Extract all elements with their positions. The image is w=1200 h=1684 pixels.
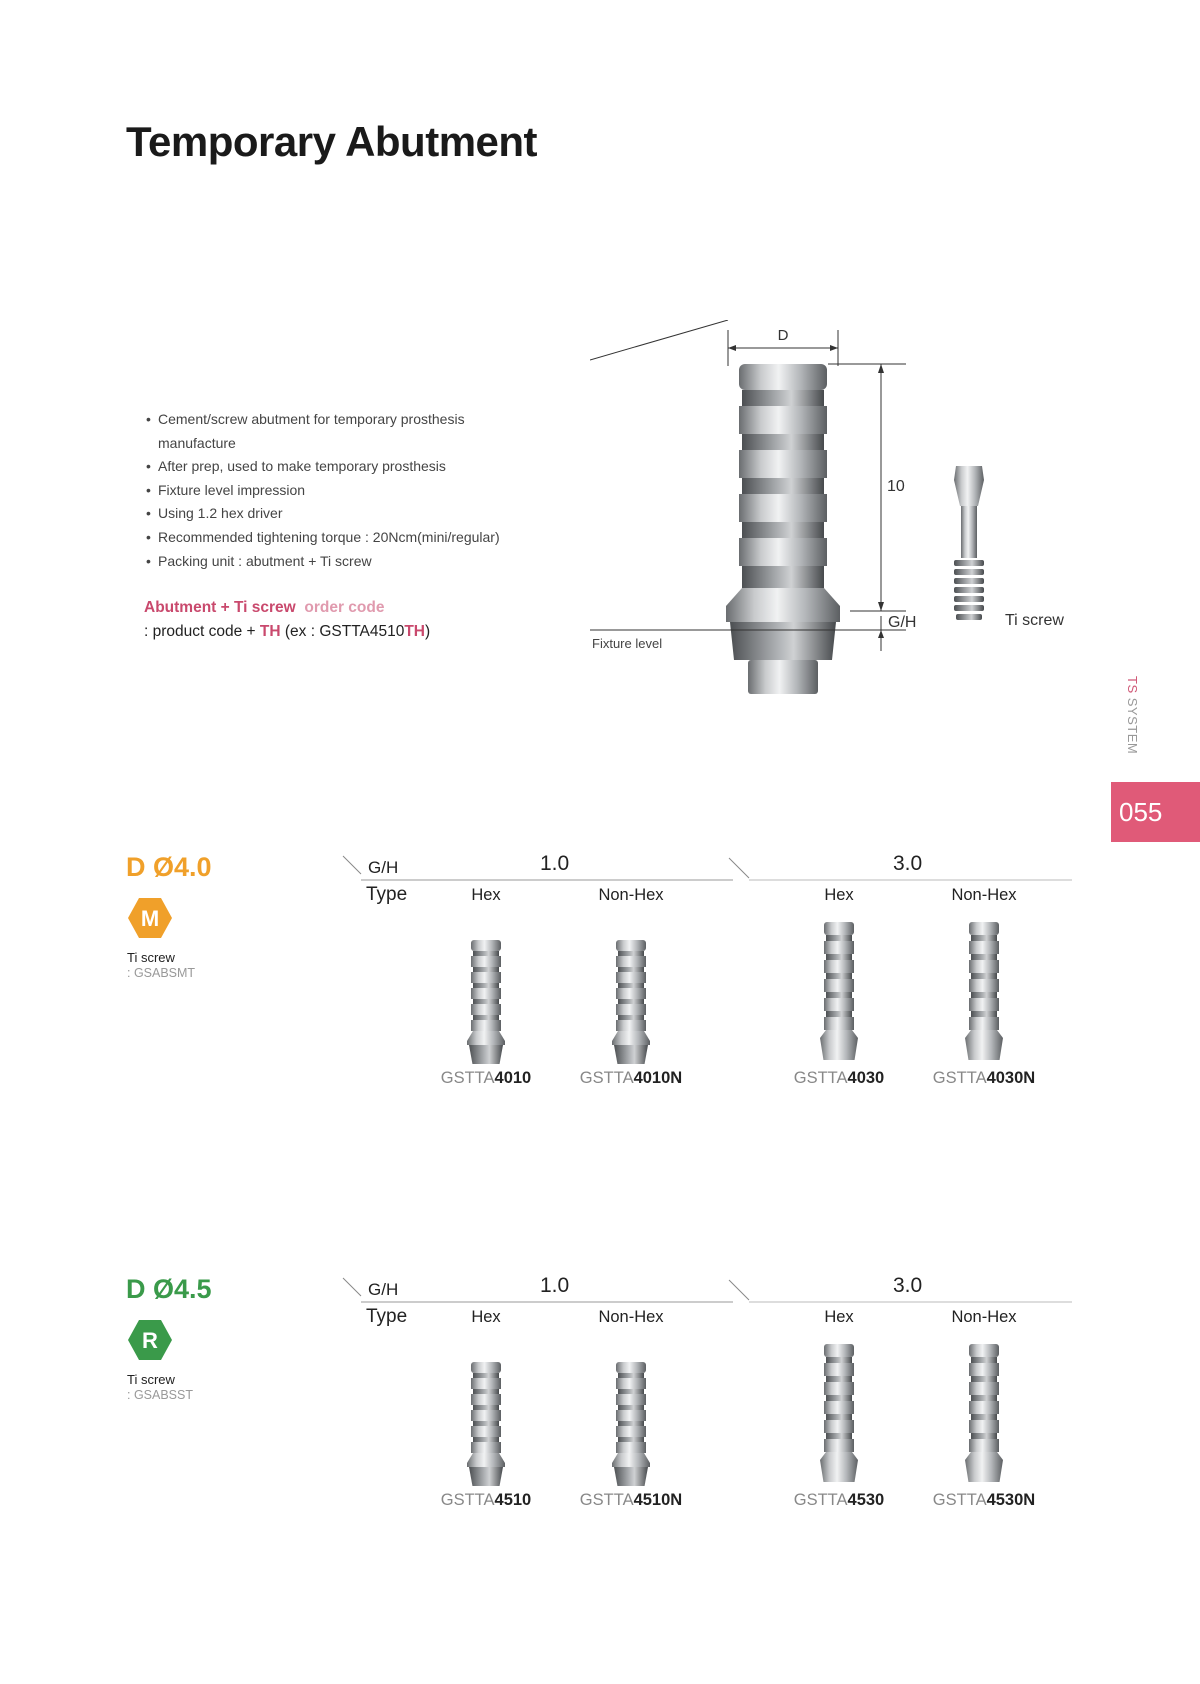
gh-group-3.0: 3.0 [893, 852, 923, 875]
ti-screw-illustration [954, 466, 984, 620]
abutment-product-image [814, 1342, 864, 1482]
type-column-header: Hex [471, 1308, 501, 1326]
product-code-number: 4010N [633, 1069, 683, 1087]
order-example-suffix: TH [404, 623, 426, 640]
product-code [904, 1491, 1064, 1510]
order-line-prefix: : product code + [144, 623, 256, 640]
feature-item: • Using 1.2 hex driver [146, 502, 500, 526]
side-system-text: SYSTEM [1125, 697, 1140, 755]
product-code [904, 1069, 1064, 1088]
abutment-product-image [461, 1346, 511, 1486]
ti-screw-label: Ti screw [127, 950, 175, 965]
feature-item: • Recommended tightening torque : 20Ncm(mini/regular) [146, 526, 500, 550]
ti-screw-code: : GSABSST [127, 1388, 193, 1402]
gh-group-1.0: 1.0 [540, 1274, 570, 1297]
abutment-product-image [606, 924, 656, 1064]
order-heading-main: Abutment + Ti screw [144, 599, 296, 616]
abutment-product-image [814, 920, 864, 1060]
abutment-product-image [959, 920, 1009, 1060]
type-column-header: Hex [824, 1308, 854, 1326]
feature-item: • Fixture level impression [146, 479, 500, 503]
type-column-header: Non-Hex [598, 1308, 664, 1326]
type-header: Type [366, 1306, 408, 1327]
product-code-number: 4530N [986, 1491, 1036, 1509]
product-code [551, 1491, 711, 1510]
dim-d-label: D [777, 327, 789, 344]
type-column-header: Hex [471, 886, 501, 904]
product-code-number: 4030N [986, 1069, 1036, 1087]
fixture-level-label: Fixture level [592, 636, 663, 651]
gh-header: G/H [368, 1280, 399, 1299]
product-code-number: 4010 [494, 1069, 532, 1087]
order-heading-sub: order code [304, 599, 385, 616]
type-column-header: Non-Hex [951, 886, 1017, 904]
product-code-prefix: GSTTA [793, 1491, 848, 1509]
ti-screw-code: : GSABSMT [127, 966, 196, 980]
order-suffix: TH [259, 623, 281, 640]
product-code-number: 4510 [494, 1491, 532, 1509]
product-section [0, 852, 1100, 1102]
type-column-header: Non-Hex [598, 886, 664, 904]
product-code-prefix: GSTTA [932, 1491, 987, 1509]
product-section [0, 1274, 1100, 1524]
svg-text:R: R [142, 1328, 158, 1353]
page-number-tab: 055 [1111, 782, 1200, 842]
dim-height-label: 10 [887, 478, 905, 495]
order-code-line [144, 620, 430, 644]
product-code-prefix: GSTTA [440, 1069, 495, 1087]
order-example-close: ) [425, 623, 431, 640]
ti-screw-label: Ti screw [1005, 612, 1064, 629]
product-code-prefix: GSTTA [440, 1491, 495, 1509]
ti-screw-label: Ti screw [127, 1372, 175, 1387]
product-code-number: 4530 [847, 1491, 885, 1509]
diameter-label: D Ø4.0 [126, 852, 212, 882]
type-column-header: Hex [824, 886, 854, 904]
product-code-number: 4030 [847, 1069, 885, 1087]
gh-group-3.0: 3.0 [893, 1274, 923, 1297]
product-code [406, 1491, 566, 1510]
order-code-info [144, 596, 430, 644]
feature-item: • After prep, used to make temporary prosthesis [146, 455, 500, 479]
abutment-product-image [959, 1342, 1009, 1482]
page-title: Temporary Abutment [126, 118, 538, 165]
product-code [406, 1069, 566, 1088]
gh-header: G/H [368, 858, 399, 877]
side-system-label [1125, 676, 1140, 754]
abutment-dimension-diagram [590, 320, 1090, 700]
product-code-number: 4510N [633, 1491, 683, 1509]
product-code-prefix: GSTTA [793, 1069, 848, 1087]
abutment-product-image [606, 1346, 656, 1486]
product-code-prefix: GSTTA [932, 1069, 987, 1087]
abutment-illustration [726, 364, 840, 694]
svg-text:M: M [140, 906, 160, 931]
type-header: Type [366, 884, 408, 905]
gh-group-1.0: 1.0 [540, 852, 570, 875]
product-code [759, 1491, 919, 1510]
feature-list [146, 408, 500, 573]
product-code [551, 1069, 711, 1088]
diameter-label: D Ø4.5 [126, 1274, 212, 1304]
product-code [759, 1069, 919, 1088]
type-column-header: Non-Hex [951, 1308, 1017, 1326]
product-code-prefix: GSTTA [579, 1069, 634, 1087]
dim-gh-label: G/H [888, 614, 917, 631]
abutment-product-image [461, 924, 511, 1064]
product-code-prefix: GSTTA [579, 1491, 634, 1509]
order-code-heading [144, 596, 430, 620]
feature-item: • Cement/screw abutment for temporary prosthesis manufacture [146, 408, 488, 455]
feature-item: • Packing unit : abutment + Ti screw [146, 550, 500, 574]
side-system-prefix: TS [1125, 676, 1140, 694]
order-example: (ex : GSTTA4510 [284, 623, 405, 640]
